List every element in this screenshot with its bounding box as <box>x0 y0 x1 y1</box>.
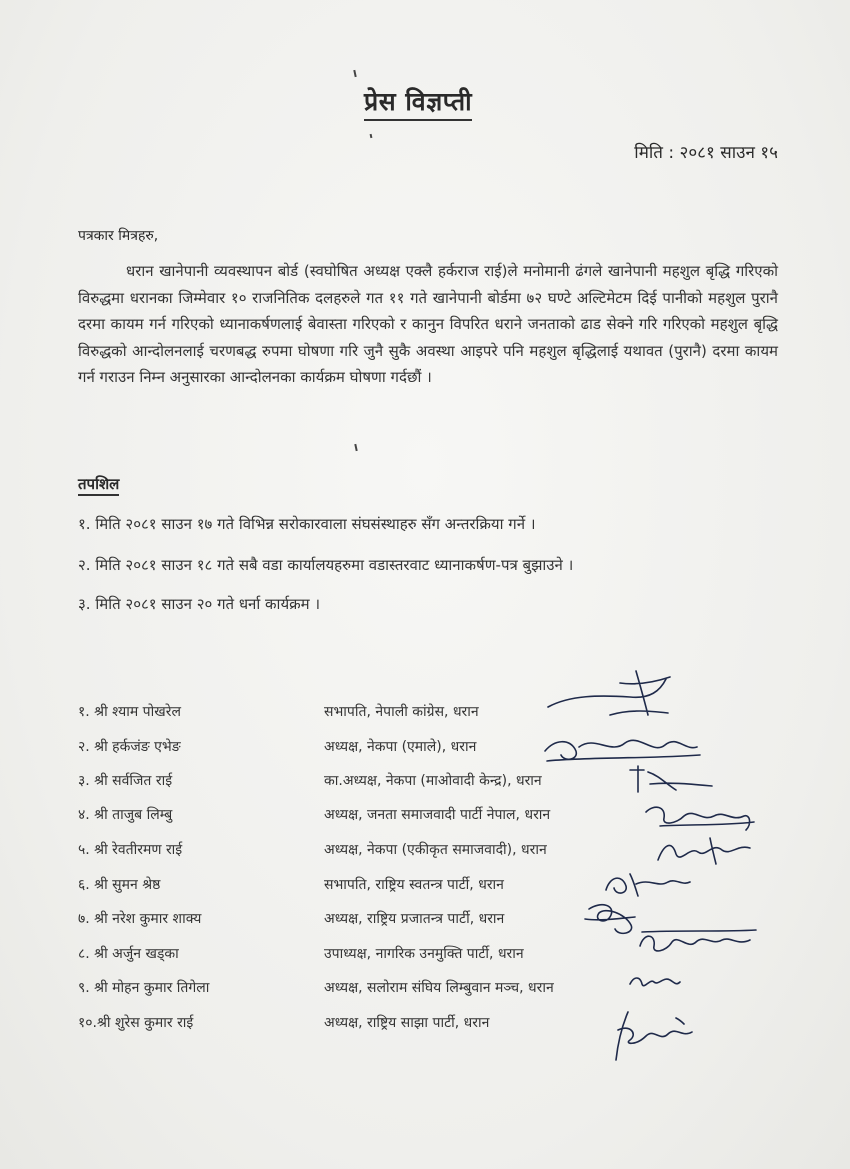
document-title: प्रेस विज्ञप्ती <box>364 84 472 121</box>
salutation: पत्रकार मित्रहरु, <box>78 228 159 244</box>
signatory-role: अध्यक्ष, राष्ट्रिय प्रजातन्त्र पार्टी, धरान <box>324 911 505 927</box>
program-item: ३. मिति २०८१ साउन २० गते धर्ना कार्यक्रम । <box>78 595 321 613</box>
signatory-name: ८. श्री अर्जुन खड्का <box>78 946 179 962</box>
signatory-role: अध्यक्ष, नेकपा (एमाले), धरान <box>324 739 477 755</box>
signatory-role: अध्यक्ष, जनता समाजवादी पार्टी नेपाल, धरान <box>324 807 551 823</box>
signatory-name: ३. श्री सर्वजित राई <box>78 773 173 789</box>
signatory-role: अध्यक्ष, नेकपा (एकीकृत समाजवादी), धरान <box>324 842 547 858</box>
signatory-role: सभापति, राष्ट्रिय स्वतन्त्र पार्टी, धरान <box>324 877 504 893</box>
signatory-name: ६. श्री सुमन श्रेष्ठ <box>78 877 161 893</box>
signature-3 <box>620 762 720 798</box>
signature-9 <box>624 966 684 994</box>
program-item: १. मिति २०८१ साउन १७ गते विभिन्न सरोकारवाला संघसंस्थाहरु सँग अन्तरक्रिया गर्ने । <box>78 515 536 533</box>
signatory-name: ७. श्री नरेश कुमार शाक्य <box>78 911 202 927</box>
signatory-role: अध्यक्ष, राष्ट्रिय साझा पार्टी, धरान <box>324 1015 490 1031</box>
signature-8 <box>632 922 762 962</box>
scan-speck <box>370 134 373 138</box>
signature-10 <box>606 1006 706 1066</box>
body-paragraph: धरान खानेपानी व्यवस्थापन बोर्ड (स्वघोषित अध्यक्ष एक्लै हर्कराज राई)ले मनोमानी ढंगले खानेपानी महशुल बृद्धि गरिएको विरुद्धमा धरानका जिम्मेवार १० राजनितिक दलहरुले गत ११ गते खानेपानी बोर्डमा ७२ घण्टे अल्टिमेटम दिई पानीको महशुल पुरानै दरमा कायम गर्न गरिएको ध्यानाकर्षणलाई बेवास्ता गरिएको र कानुन विपरित धराने जनताको ढाड सेक्ने गरि गरिएको महशुल बृद्धि विरुद्धको आन्दोलनलाई चरणबद्ध रुपमा घोषणा गरि जुनै सुकै अवस्था आइपरे पनि महशुल बृद्धिलाई यथावत (पुरानै) दरमा कायम गर्न गराउन निम्न अनुसारका आन्दोलनका कार्यक्रम घोषणा गर्दछौं । <box>78 262 778 386</box>
signatory-role: का.अध्यक्ष, नेकपा (माओवादी केन्द्र), धरान <box>324 773 542 789</box>
document-date: मिति : २०८१ साउन १५ <box>634 143 778 163</box>
signatory-role: उपाध्यक्ष, नागरिक उनमुक्ति पार्टी, धरान <box>324 946 524 962</box>
scan-speck <box>354 444 357 451</box>
signatory-name: ९. श्री मोहन कुमार तिगेला <box>78 980 210 996</box>
signatory-role: सभापति, नेपाली कांग्रेस, धरान <box>324 704 479 720</box>
signatory-name: १०.श्री शुरेस कुमार राई <box>78 1015 194 1031</box>
signature-5 <box>650 830 760 870</box>
signatory-name: ४. श्री ताजुब लिम्बु <box>78 807 173 823</box>
scan-speck <box>353 70 356 77</box>
program-item: २. मिति २०८१ साउन १८ गते सबै वडा कार्यालयहरुमा वडास्तरवाट ध्यानाकर्षण-पत्र बुझाउने । <box>78 556 574 574</box>
signatory-role: अध्यक्ष, सलोराम संघिय लिम्बुवान मञ्च, धरान <box>324 980 554 996</box>
details-heading: तपशिल <box>78 474 119 496</box>
signatory-name: २. श्री हर्कजंङ एभेङ <box>78 739 181 755</box>
signature-6 <box>596 866 696 900</box>
signatory-name: ५. श्री रेवतीरमण राई <box>78 842 183 858</box>
signature-1 <box>540 665 680 725</box>
signatory-name: १. श्री श्याम पोखरेल <box>78 704 181 720</box>
